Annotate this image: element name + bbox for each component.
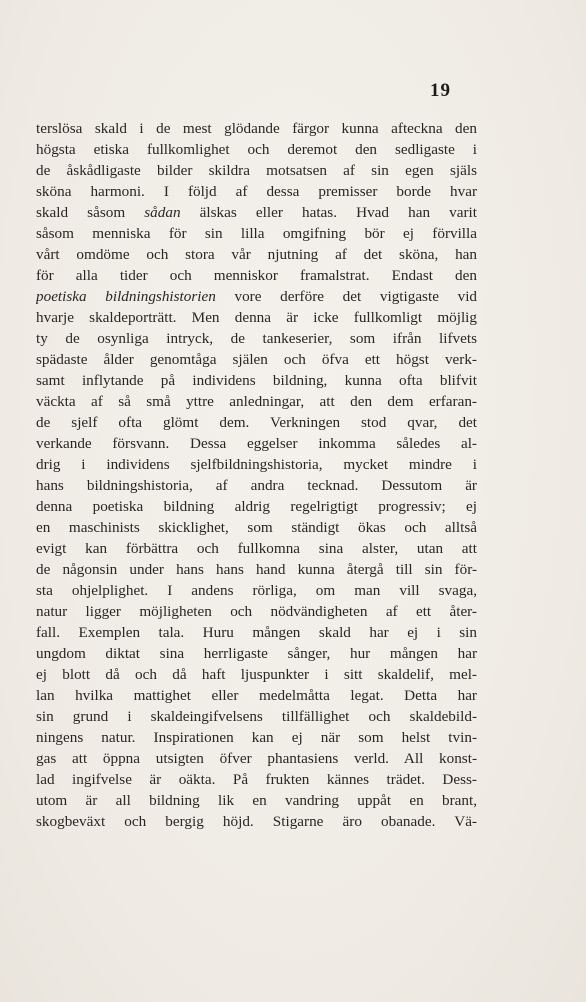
body-text [36, 118, 477, 832]
text-line: denna poetiska bildning aldrig regelrigtigt progressiv; ej [36, 498, 477, 515]
text-line: väckta af så små yttre anledningar, att den dem erfaran- [36, 393, 477, 410]
text-segment: vore derföre det vigtigaste vid [215, 288, 477, 305]
text-line: de någonsin under hans hans hand kunna återgå till sin för- [36, 561, 477, 578]
text-line: sköna harmoni. I följd af dessa premisser borde hvar [36, 183, 477, 200]
text-line: hvarje skaldeporträtt. Men denna är icke fullkomligt möjlig [36, 309, 477, 326]
text-segment: skald såsom [36, 204, 145, 221]
text-line: samt inflytande på individens bildning, kunna ofta blifvit [36, 372, 477, 389]
text-line: hans bildningshistoria, af andra tecknad. Dessutom är [36, 477, 477, 494]
text-line: skogbeväxt och bergig höjd. Stigarne äro obanade. Vä- [36, 813, 477, 830]
text-line: gas att öppna utsigten öfver phantasiens verld. All konst- [36, 750, 477, 767]
text-line: ningens natur. Inspirationen kan ej när som helst tvin- [36, 729, 477, 746]
text-line: evigt kan förbättra och fullkomna sina alster, utan att [36, 540, 477, 557]
text-line: de sjelf ofta glömt dem. Verkningen stod qvar, det [36, 414, 477, 431]
text-line: spädaste ålder genomtåga själen och öfva ett högst verk- [36, 351, 477, 368]
text-line: såsom menniska för sin lilla omgifning bör ej förvilla [36, 225, 477, 242]
text-line: verkande försvann. Dessa eggelser inkomma således al- [36, 435, 477, 452]
text-line: lan hvilka mattighet eller medelmåtta legat. Detta har [36, 687, 477, 704]
text-line: lad ingifvelse är oäkta. På frukten kännes trädet. Dess- [36, 771, 477, 788]
text-line: ungdom diktat sina herrligaste sånger, hur mången har [36, 645, 477, 662]
text-line: en maschinists skicklighet, som ständigt ökas och alltså [36, 519, 477, 536]
text-line: sin grund i skaldeingifvelsens tillfällighet och skaldebild- [36, 708, 477, 725]
text-segment: älskas eller hatas. Hvad han varit [180, 204, 477, 221]
text-line: utom är all bildning lik en vandring uppåt en brant, [36, 792, 477, 809]
text-line: sta ohjelplighet. I andens rörliga, om man vill svaga, [36, 582, 477, 599]
text-line: högsta etiska fullkomlighet och deremot den sedligaste i [36, 141, 477, 158]
italic-emphasis: sådan [144, 204, 181, 221]
text-line: vårt omdöme och stora vår njutning af det sköna, han [36, 246, 477, 263]
text-line: natur ligger möjligheten och nödvändigheten af ett åter- [36, 603, 477, 620]
page-number: 19 [430, 80, 451, 101]
text-line: ej blott då och då haft ljuspunkter i sitt skaldelif, mel- [36, 666, 477, 683]
text-line [36, 202, 477, 223]
text-line: för alla tider och menniskor framalstrat. Endast den [36, 267, 477, 284]
text-line [36, 286, 477, 307]
text-line: drig i individens sjelfbildningshistoria, mycket mindre i [36, 456, 477, 473]
text-line: de åskådligaste bilder skildra motsatsen af sin egen själs [36, 162, 477, 179]
italic-emphasis: poetiska bildningshistorien [36, 288, 216, 305]
text-line: ty de osynliga intryck, de tankeserier, som ifrån lifvets [36, 330, 477, 347]
text-line: fall. Exemplen tala. Huru mången skald har ej i sin [36, 624, 477, 641]
text-line: terslösa skald i de mest glödande färgor kunna afteckna den [36, 120, 477, 137]
